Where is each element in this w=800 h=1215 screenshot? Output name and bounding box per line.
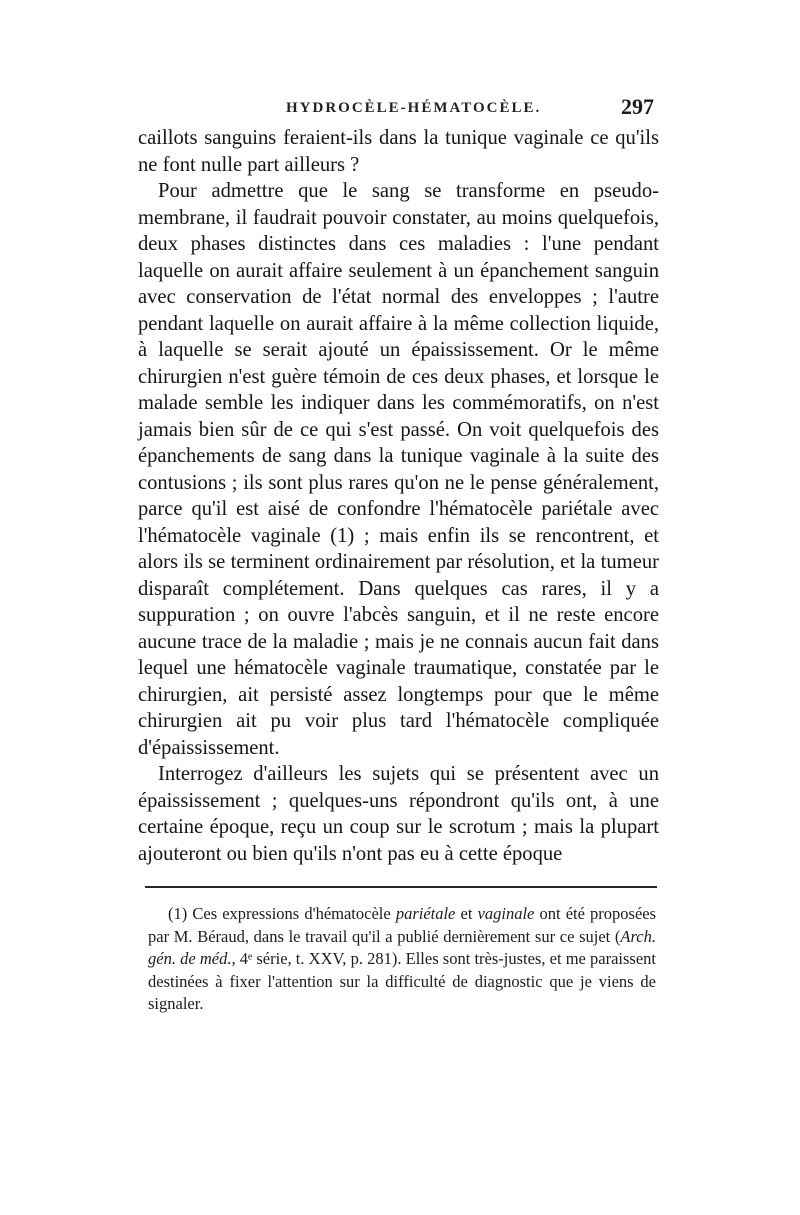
paragraph-continuation: caillots sanguins feraient-ils dans la tunique vaginale ce qu'ils ne font nulle part ailleurs ? — [138, 127, 659, 176]
footnote-divider — [145, 886, 657, 888]
footnote-text: ont été proposées par M. Béraud, dans le travail qu'il a publié dernièrement sur ce sujet ( — [148, 904, 657, 946]
footnote-paragraph — [148, 903, 656, 1016]
footnote — [148, 903, 656, 1016]
footnote-text: Ces expressions d'hématocèle — [192, 904, 391, 923]
page-number: 297 — [621, 94, 654, 119]
running-title: HYDROCÈLE-HÉMATOCÈLE. — [286, 100, 542, 116]
main-text — [138, 125, 659, 867]
footnote-citation: Arch. gén. de méd. — [148, 926, 656, 968]
footnote-text: , 4ᵉ série, t. XXV, p. 281). Elles sont très-justes, et me paraissent destinées à fixer l'attention sur la difficulté de diagnostic que je viens de signaler. — [148, 949, 656, 1013]
page-header — [138, 94, 656, 124]
footnote-marker: (1) — [168, 904, 188, 923]
paragraph: Interrogez d'ailleurs les sujets qui se présentent avec un épaississement ; quelques-uns répondront qu'ils ont, à une certaine époque, reçu un coup sur le scrotum ; mais la plupart ajouteront ou bien qu'ils n'ont pas eu à cette époque — [138, 763, 659, 865]
footnote-italic-term: vaginale — [477, 904, 535, 923]
footnote-text: et — [460, 904, 473, 923]
footnote-italic-term: pariétale — [395, 904, 456, 923]
paragraph: Pour admettre que le sang se transforme en pseudo-membrane, il faudrait pouvoir constater, au moins quelquefois, deux phases distinctes dans ces maladies : l'une pendant laquelle on aurait affaire seulement à un épanchement sanguin avec conservation de l'état normal des enveloppes ; l'autre pendant laquelle on aurait affaire à la même collection liquide, à laquelle se serait ajouté un épaississement. Or le même chirurgien n'est guère témoin de ces deux phases, et lorsque le malade semble les indiquer dans les commémoratifs, on n'est jamais bien sûr de ce qui s'est passé. On voit quelquefois des épanchements de sang dans la tunique vaginale à la suite des contusions ; ils sont plus rares qu'on ne le pense généralement, parce qu'il est aisé de confondre l'hématocèle pariétale avec l'hématocèle vaginale (1) ; mais enfin ils se rencontrent, et alors ils se terminent ordinairement par résolution, et la tumeur disparaît complétement. Dans quelques cas rares, il y a suppuration ; on ouvre l'abcès sanguin, et il ne reste encore aucune trace de la maladie ; mais je ne connais aucun fait dans lequel une hématocèle vaginale traumatique, constatée par le chirurgien, ait persisté assez longtemps pour que le même chirurgien ait pu voir plus tard l'hématocèle compliquée d'épaississement. — [138, 180, 659, 759]
